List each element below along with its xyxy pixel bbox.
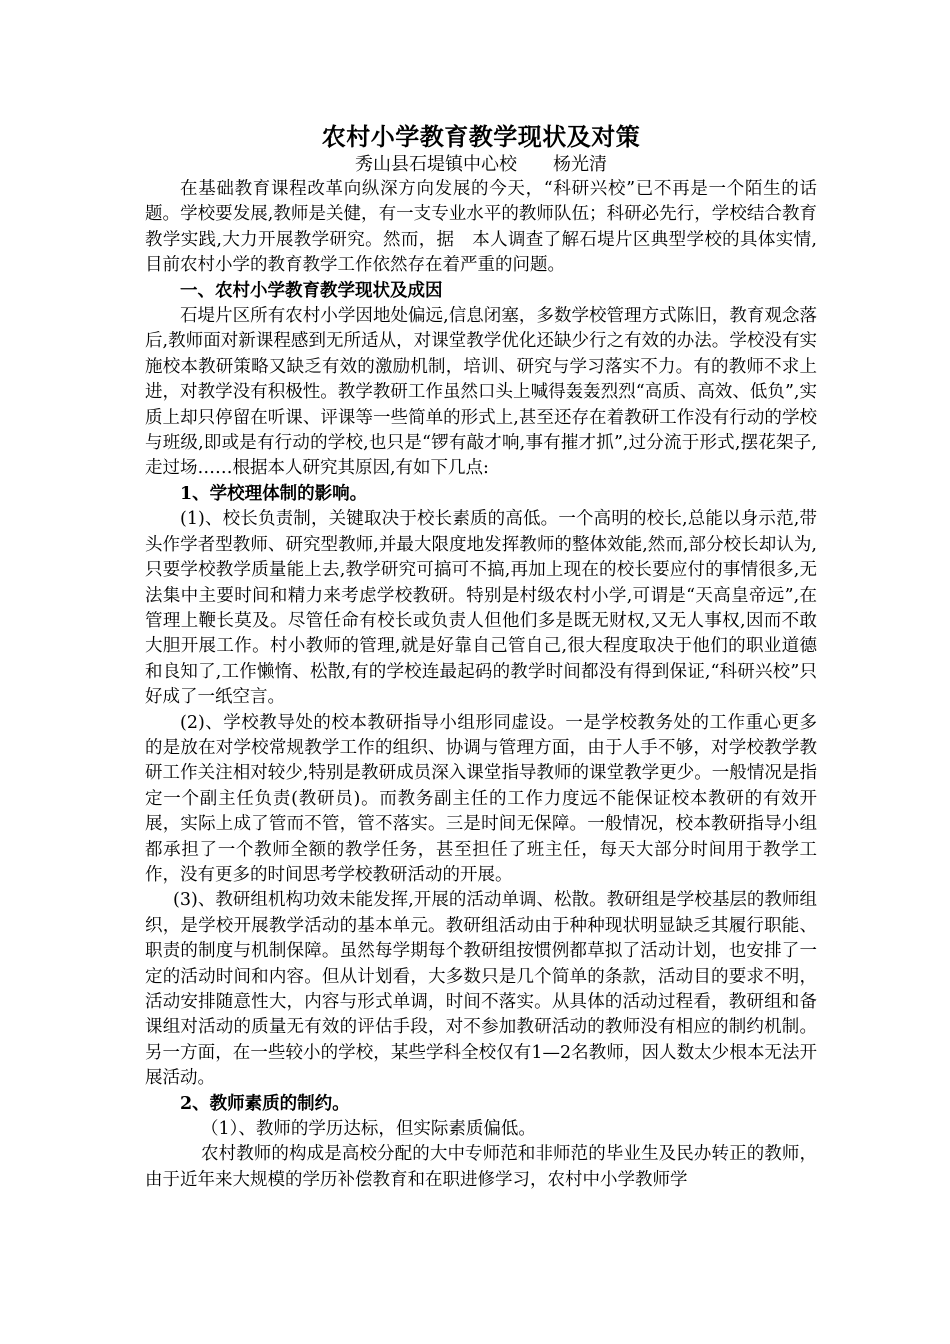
body-paragraph: 石堤片区所有农村小学因地处偏远,信息闭塞，多数学校管理方式陈旧，教育观念落后,教师面对新课程感到无所适从，对课堂教学优化还缺少行之有效的办法。学校没有实施校本教研策略又缺乏有效的激励机制，培训、研究与学习落实不力。有的教师不求上进，对教学没有积极性。教学教研工作虽然口头上喊得轰轰烈烈“高质、高效、低负”,实质上却只停留在听课、评课等一些简单的形式上,甚至还存在着教研工作没有行动的学校与班级,即或是有行动的学校,也只是“锣有敲才响,事有摧才抓”,过分流于形式,摆花架子,走过场……根据本人研究其原因,有如下几点: <box>145 306 817 479</box>
subsection-heading: 2、教师素质的制约。 <box>180 1093 350 1114</box>
byline <box>145 152 817 177</box>
section-heading: 一、农村小学教育教学现状及成因 <box>180 280 443 301</box>
body-paragraph: (3)、教研组机构功效未能发挥,开展的活动单调、松散。教研组是学校基层的教师组织，是学校开展教学活动的基本单元。教研组活动由于种种现状明显缺乏其履行职能、职责的制度与机制保障。虽然每学期每个教研组按惯例都草拟了活动计划，也安排了一定的活动时间和内容。但从计划看，大多数只是几个简单的条款，活动目的要求不明，活动安排随意性大，内容与形式单调，时间不落实。从具体的活动过程看，教研组和备课组对活动的质量无有效的评估手段，对不参加教研活动的教师没有相应的制约机制。另一方面，在一些较小的学校，某些学科全校仅有1—2名教师，因人数太少根本无法开展活动。 <box>145 890 817 1089</box>
document-title: 农村小学教育教学现状及对策 <box>321 122 641 151</box>
school-name: 秀山县石堤镇中心校 <box>355 154 517 175</box>
body-paragraph: (2)、学校教导处的校本教研指导小组形同虚设。一是学校教务处的工作重心更多的是放在对学校常规教学工作的组织、协调与管理方面，由于人手不够，对学校教学教研工作关注相对较少,特别是教研成员深入课堂指导教师的课堂教学更少。一般情况是指定一个副主任负责(教研员)。而教务副主任的工作力度远不能保证校本教研的有效开展，实际上成了管而不管，管不落实。三是时间无保障。一般情况，校本教研指导小组都承担了一个教师全额的教学任务，甚至担任了班主任，每天大部分时间用于教学工作，没有更多的时间思考学校教研活动的开展。 <box>145 712 817 885</box>
document-page <box>145 122 817 1193</box>
body-paragraph: 农村教师的构成是高校分配的大中专师范和非师范的毕业生及民办转正的教师，由于近年来大规模的学历补偿教育和在职进修学习，农村中小学教师学 <box>145 1144 817 1190</box>
intro-paragraph: 在基础教育课程改革向纵深方向发展的今天，“科研兴校”已不再是一个陌生的话题。学校要发展,教师是关健，有一支专业水平的教师队伍；科研必先行，学校结合教育教学实践,大力开展教学研究。然而，据 本人调查了解石堤片区典型学校的具体实情,目前农村小学的教育教学工作依然存在着严重的问题。 <box>145 179 817 276</box>
subsection-heading: 1、学校理体制的影响。 <box>180 483 368 504</box>
body-paragraph: (1)、校长负责制，关键取决于校长素质的高低。一个高明的校长,总能以身示范,带头作学者型教师、研究型教师,并最大限度地发挥教师的整体效能,然而,部分校长却认为,只要学校教学质量能上去,教学研究可搞可不搞,再加上现在的校长要应付的事情很多,无法集中主要时间和精力来考虑学校教研。特别是村级农村小学,可谓是“天高皇帝远”,在管理上鞭长莫及。尽管任命有校长或负责人但他们多是既无财权,又无人事权,因而不敢大胆开展工作。村小教师的管理,就是好靠自己管自己,很大程度取决于他们的职业道德和良知了,工作懒惰、松散,有的学校连最起码的教学时间都没有得到保证,“科研兴校”只好成了一纸空言。 <box>145 509 817 708</box>
body-paragraph: （1）、教师的学历达标，但实际素质偏低。 <box>201 1119 536 1140</box>
author-name: 杨光清 <box>553 154 607 175</box>
